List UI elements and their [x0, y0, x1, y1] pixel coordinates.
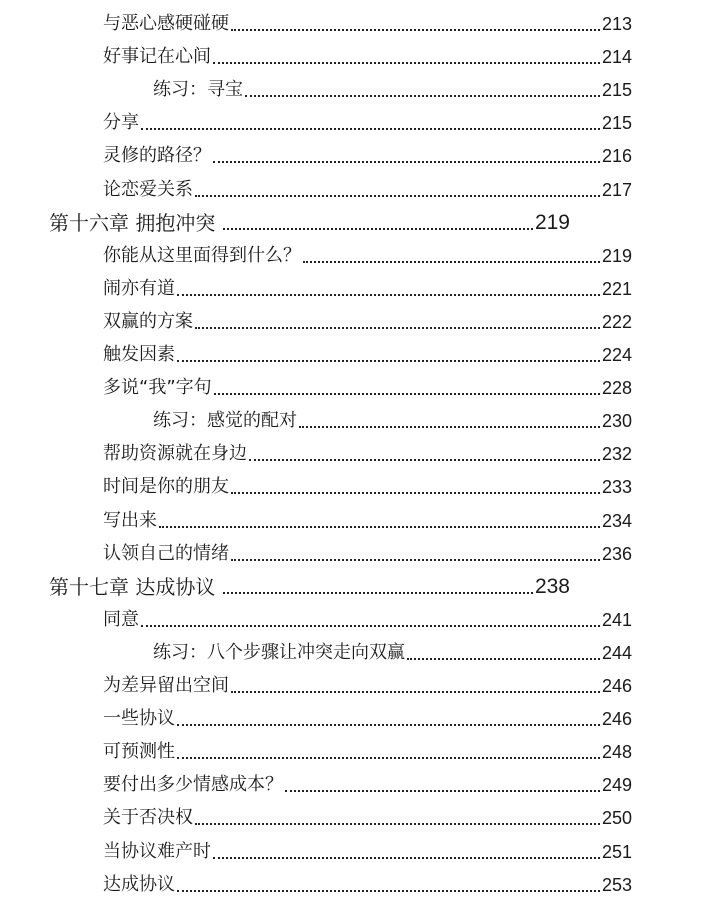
toc-entry-title: 为差异留出空间 — [103, 675, 229, 696]
toc-entry-page-number: 233 — [601, 477, 632, 498]
toc-entry-title: 可预测性 — [103, 741, 175, 763]
toc-dot-leader — [141, 128, 600, 130]
toc-dot-leader — [249, 459, 600, 461]
toc-entry-page-number: 216 — [601, 146, 632, 167]
toc-section-row[interactable] — [103, 703, 632, 733]
toc-entry-title: 练习：感觉的配对 — [153, 410, 297, 432]
toc-section-row[interactable] — [103, 107, 632, 137]
toc-section-row[interactable] — [103, 505, 632, 535]
toc-entry-page-number: 228 — [601, 378, 632, 399]
toc-entry-title: 要付出多少情感成本？ — [103, 774, 283, 796]
toc-entry-page-number: 250 — [601, 808, 632, 829]
toc-entry-page-number: 232 — [601, 444, 632, 465]
toc-section-row[interactable] — [103, 604, 632, 634]
toc-entry-page-number: 238 — [534, 574, 570, 598]
toc-entry-title: 关于否决权 — [103, 807, 193, 829]
toc-entry-title: 好事记在心间 — [103, 46, 211, 68]
toc-entry-page-number: 214 — [601, 47, 632, 68]
toc-entry-title: 练习：寻宝 — [153, 79, 243, 101]
toc-section-row[interactable] — [103, 471, 632, 501]
toc-section-row[interactable] — [103, 869, 632, 899]
toc-section-row[interactable] — [103, 736, 632, 766]
toc-dot-leader — [177, 294, 600, 296]
toc-entry-page-number: 213 — [601, 14, 632, 34]
toc-dot-leader — [213, 161, 600, 163]
toc-section-row[interactable] — [103, 306, 632, 336]
toc-dot-leader — [195, 195, 600, 197]
toc-dot-leader — [231, 691, 600, 693]
toc-entry-title: 论恋爱关系 — [103, 178, 193, 200]
toc-entry-page-number: 224 — [601, 345, 632, 365]
toc-dot-leader — [231, 559, 600, 561]
toc-entry-title: 与恶心感硬碰硬 — [103, 13, 229, 34]
toc-exercise-row[interactable] — [153, 405, 632, 435]
toc-entry-page-number: 215 — [601, 113, 632, 134]
toc-entry-page-number: 241 — [601, 609, 632, 630]
toc-dot-leader — [303, 261, 600, 263]
toc-section-row[interactable] — [103, 41, 632, 71]
toc-entry-page-number: 219 — [534, 210, 570, 234]
toc-entry-title: 灵修的路径？ — [103, 145, 211, 167]
toc-entry-page-number: 222 — [601, 311, 632, 332]
toc-dot-leader — [177, 360, 600, 362]
toc-dot-leader — [285, 790, 600, 792]
toc-entry-title: 触发因素 — [103, 344, 175, 365]
toc-dot-leader — [231, 29, 600, 31]
toc-exercise-row[interactable] — [153, 637, 632, 667]
toc-entry-page-number: 249 — [601, 775, 632, 796]
toc-dot-leader — [141, 625, 600, 627]
toc-entry-page-number: 230 — [601, 411, 632, 432]
toc-section-row[interactable] — [103, 240, 632, 270]
toc-entry-title: 多说“我”字句 — [103, 377, 212, 399]
toc-section-row[interactable] — [103, 8, 632, 38]
toc-dot-leader — [195, 823, 600, 825]
toc-entry-page-number: 215 — [601, 80, 632, 101]
toc-dot-leader — [195, 327, 600, 329]
toc-section-row[interactable] — [103, 836, 632, 866]
toc-dot-leader — [407, 658, 600, 660]
toc-chapter-row[interactable] — [49, 207, 570, 237]
toc-entry-title: 闹亦有道 — [103, 277, 175, 299]
toc-entry-title: 双赢的方案 — [103, 310, 193, 332]
toc-section-row[interactable] — [103, 538, 632, 568]
toc-section-row[interactable] — [103, 273, 632, 303]
toc-section-row[interactable] — [103, 339, 632, 369]
toc-dot-leader — [159, 526, 600, 528]
toc-dot-leader — [213, 857, 600, 859]
toc-section-row[interactable] — [103, 372, 632, 402]
toc-entry-page-number: 251 — [601, 841, 632, 862]
toc-entry-page-number: 246 — [601, 676, 632, 696]
toc-section-row[interactable] — [103, 769, 632, 799]
toc-entry-title: 练习：八个步骤让冲突走向双赢 — [153, 641, 405, 663]
toc-exercise-row[interactable] — [153, 74, 632, 104]
toc-entry-title: 分享 — [103, 112, 139, 134]
toc-entry-title: 同意 — [103, 608, 139, 630]
toc-section-row[interactable] — [103, 802, 632, 832]
toc-entry-page-number: 221 — [601, 278, 632, 299]
toc-dot-leader — [213, 62, 600, 64]
toc-dot-leader — [223, 592, 533, 594]
toc-entry-page-number: 253 — [601, 874, 632, 895]
toc-entry-title: 第十六章 拥抱冲突 — [49, 210, 216, 235]
toc-chapter-row[interactable] — [49, 571, 570, 601]
toc-entry-page-number: 244 — [601, 642, 632, 663]
toc-section-row[interactable] — [103, 670, 632, 700]
toc-entry-page-number: 246 — [601, 709, 632, 730]
toc-entry-title: 第十七章 达成协议 — [49, 574, 216, 599]
toc-entry-title: 帮助资源就在身边 — [103, 443, 247, 465]
toc-entry-page-number: 236 — [601, 543, 632, 564]
toc-entry-title: 达成协议 — [103, 873, 175, 895]
toc-dot-leader — [231, 492, 600, 494]
toc-entry-page-number: 234 — [601, 510, 632, 531]
toc-dot-leader — [245, 95, 600, 97]
toc-section-row[interactable] — [103, 174, 632, 204]
toc-dot-leader — [214, 393, 600, 395]
toc-section-row[interactable] — [103, 438, 632, 468]
toc-entry-page-number: 217 — [601, 179, 632, 200]
toc-entry-title: 你能从这里面得到什么？ — [103, 244, 301, 266]
toc-dot-leader — [177, 890, 600, 892]
toc-dot-leader — [177, 724, 600, 726]
toc-dot-leader — [299, 426, 600, 428]
toc-section-row[interactable] — [103, 140, 632, 170]
toc-dot-leader — [177, 757, 600, 759]
toc-entry-page-number: 248 — [601, 742, 632, 763]
toc-entry-title: 时间是你的朋友 — [103, 476, 229, 498]
toc-entry-title: 当协议难产时 — [103, 840, 211, 862]
toc-entry-title: 认领自己的情绪 — [103, 542, 229, 564]
toc-entry-title: 一些协议 — [103, 708, 175, 730]
toc-entry-title: 写出来 — [103, 509, 157, 531]
toc-entry-page-number: 219 — [601, 245, 632, 266]
toc-dot-leader — [223, 228, 533, 230]
